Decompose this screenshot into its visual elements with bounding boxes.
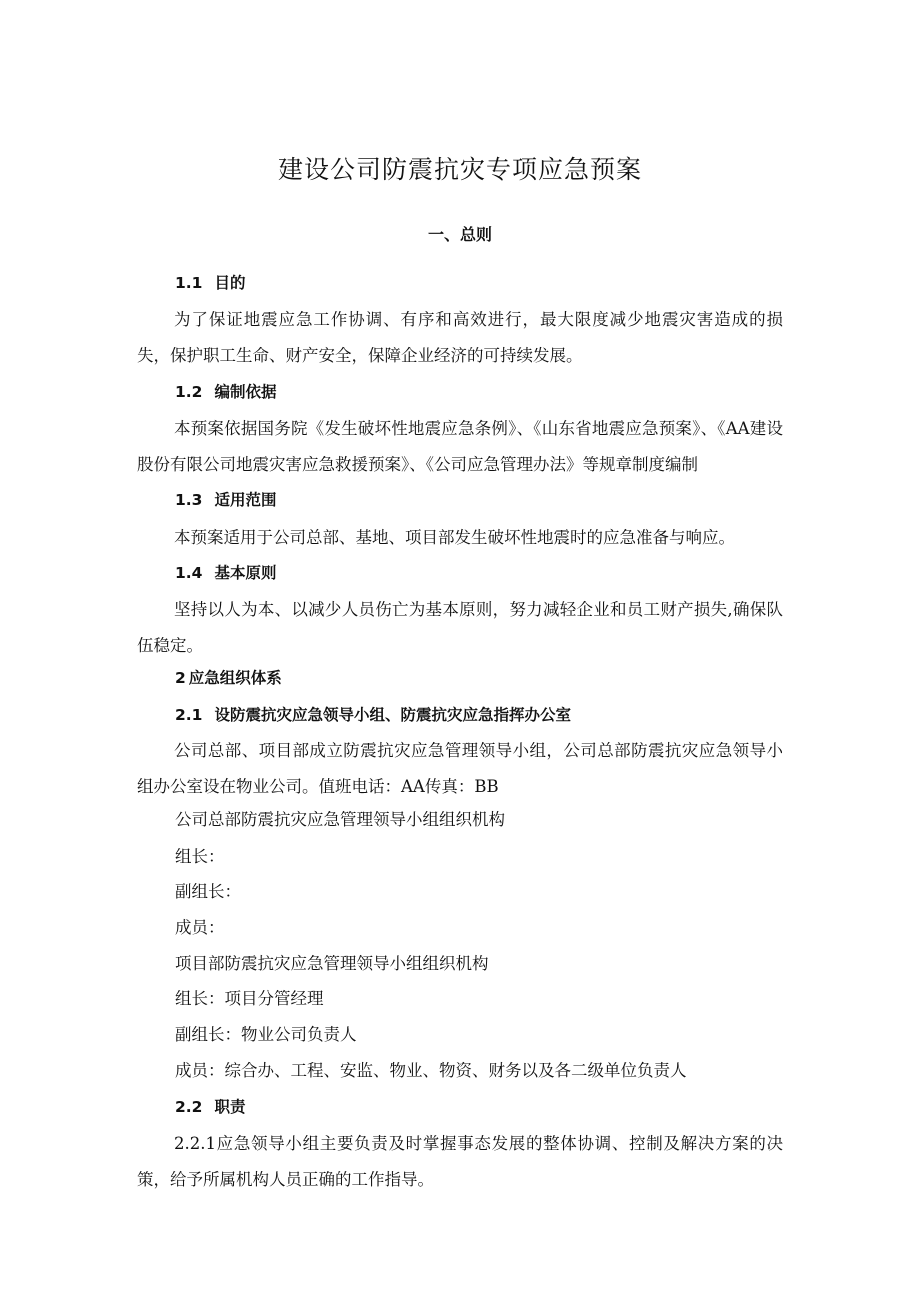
heading-number: 2.2 <box>175 1098 203 1116</box>
paragraph-purpose: 为了保证地震应急工作协调、有序和高效进行，最大限度减少地震灾害造成的损失，保护职工生命、财产安全，保障企业经济的可持续发展。 <box>137 310 783 365</box>
heading-2 <box>175 666 282 690</box>
paragraph-basis: 本预案依据国务院《发生破坏性地震应急条例》、《山东省地震应急预案》、《AA建设股份有限公司地震灾害应急救援预案》、《公司应急管理办法》等规章制度编制 <box>137 419 783 474</box>
heading-number: 1.4 <box>175 564 203 582</box>
paragraph-responsibility: 2.2.1应急领导小组主要负责及时掌握事态发展的整体协调、控制及解决方案的决策，给予所属机构人员正确的工作指导。 <box>137 1134 783 1189</box>
heading-1-2 <box>175 380 276 404</box>
org-proj-members: 成员：综合办、工程、安监、物业、物资、财务以及各二级单位负责人 <box>175 1061 687 1080</box>
paragraph-scope: 本预案适用于公司总部、基地、项目部发生破坏性地震时的应急准备与响应。 <box>174 528 735 547</box>
heading-text: 应急组织体系 <box>188 669 282 687</box>
section-general-title: 一、总则 <box>427 225 492 244</box>
heading-text: 设防震抗灾应急领导小组、防震抗灾应急指挥办公室 <box>214 706 571 724</box>
org-proj-leader: 组长：项目分管经理 <box>175 989 324 1008</box>
heading-number: 1.3 <box>175 491 203 509</box>
heading-1-4 <box>175 561 276 585</box>
heading-text: 基本原则 <box>214 564 277 582</box>
heading-number: 1.2 <box>175 383 203 401</box>
org-proj-title: 项目部防震抗灾应急管理领导小组组织机构 <box>175 954 489 973</box>
heading-text: 职责 <box>214 1098 246 1116</box>
paragraph-organization: 公司总部、项目部成立防震抗灾应急管理领导小组，公司总部防震抗灾应急领导小组办公室设在物业公司。值班电话：AA传真：BB <box>137 741 783 796</box>
org-hq-leader: 组长： <box>175 847 225 866</box>
heading-text: 适用范围 <box>214 491 277 509</box>
paragraph-principles: 坚持以人为本、以减少人员伤亡为基本原则，努力减轻企业和员工财产损失,确保队伍稳定。 <box>137 600 783 655</box>
document-title: 建设公司防震抗灾专项应急预案 <box>277 155 642 184</box>
heading-2-2 <box>175 1095 245 1119</box>
heading-number: 1.1 <box>175 274 203 292</box>
heading-text: 目的 <box>214 274 246 292</box>
org-hq-title: 公司总部防震抗灾应急管理领导小组组织机构 <box>175 810 505 829</box>
heading-1-3 <box>175 488 276 512</box>
org-hq-deputy: 副组长： <box>175 882 241 901</box>
org-proj-deputy: 副组长：物业公司负责人 <box>175 1025 357 1044</box>
heading-text: 编制依据 <box>214 383 277 401</box>
org-hq-members: 成员： <box>175 918 225 937</box>
heading-2-1 <box>175 703 571 727</box>
heading-1-1 <box>175 271 245 295</box>
heading-number: 2.1 <box>175 706 203 724</box>
heading-number: 2 <box>175 669 186 687</box>
